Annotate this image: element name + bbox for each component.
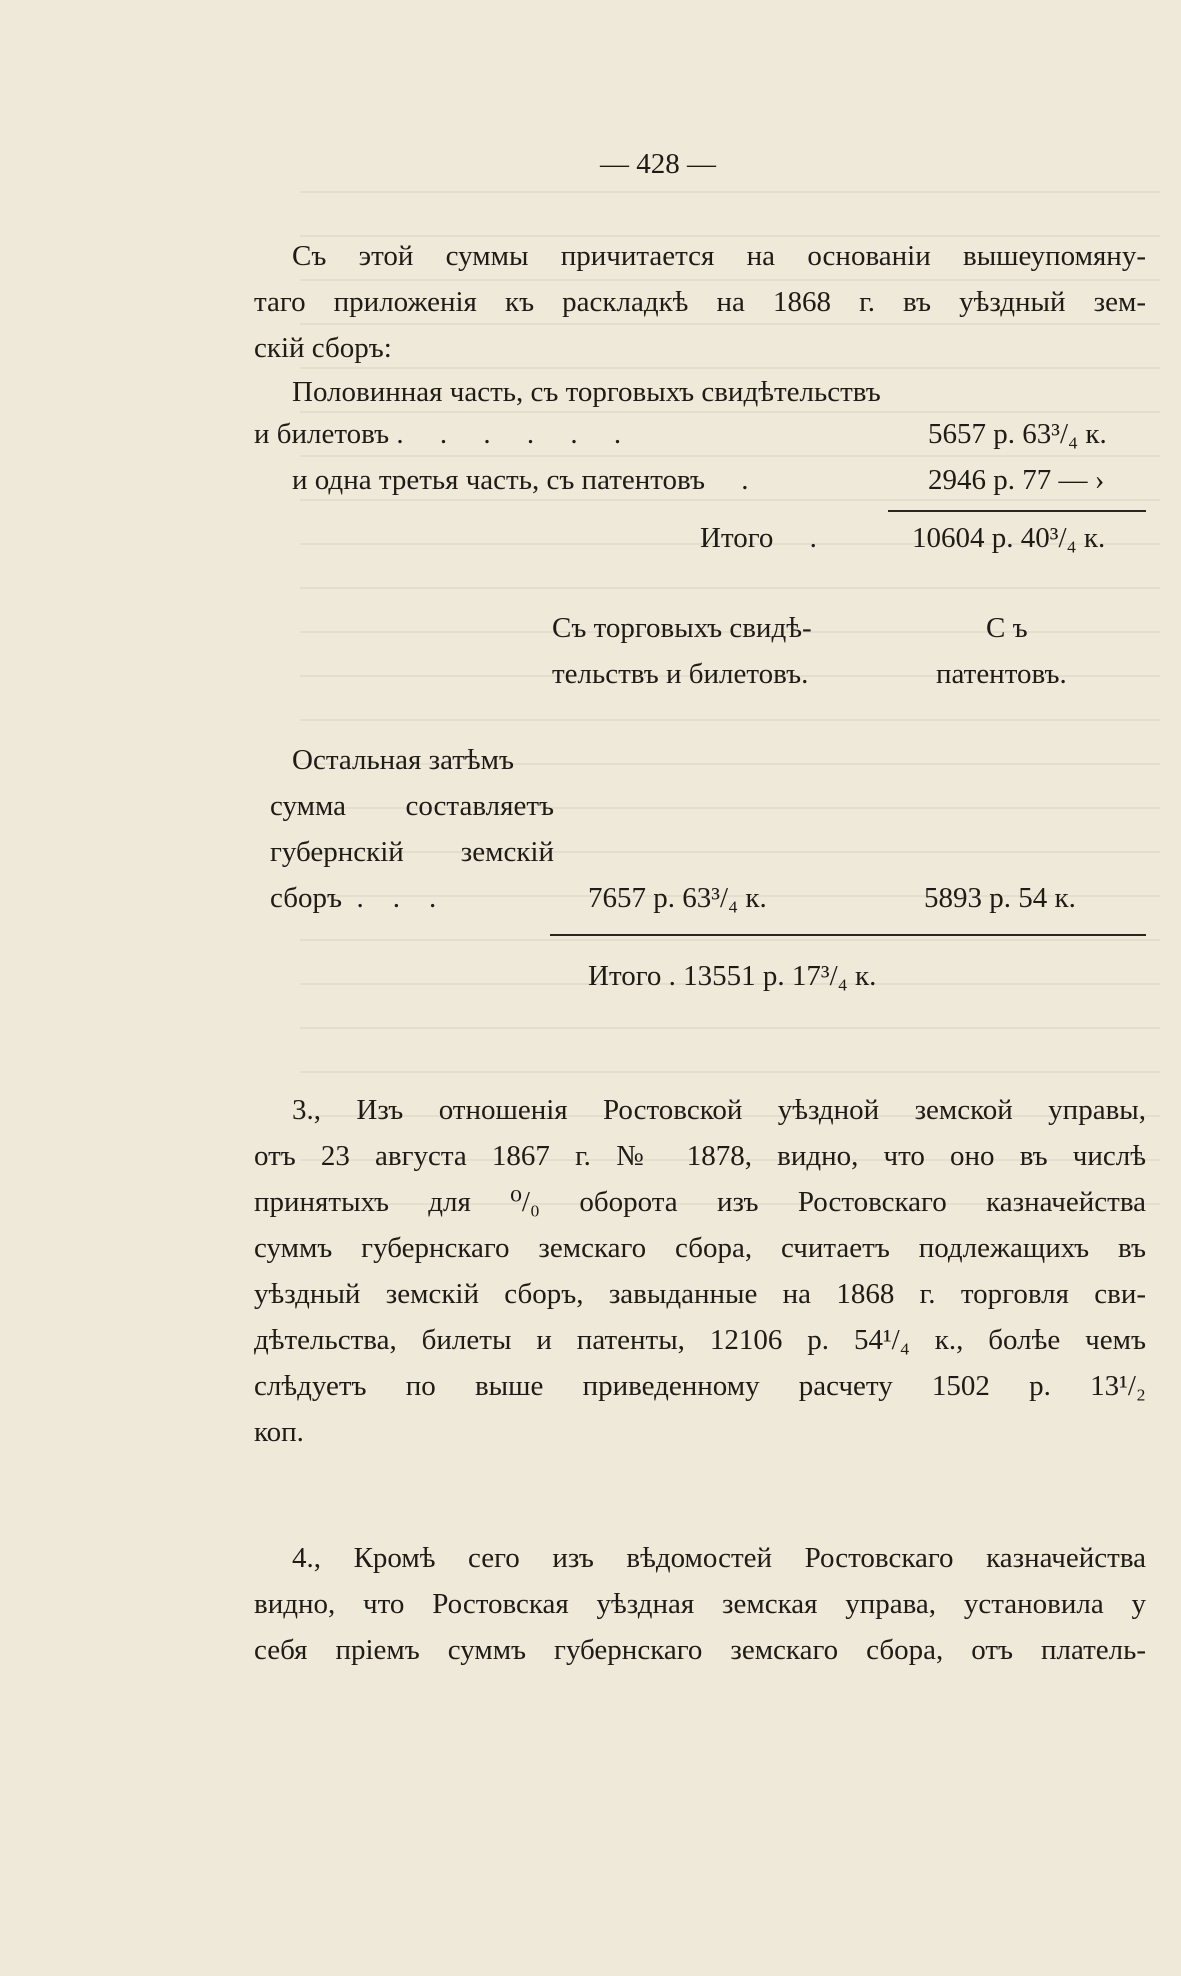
table-total: Итого . 13551 р. 17³/₄ к.: [588, 960, 877, 992]
col1-header-line-2: тельствъ и билетовъ.: [552, 658, 809, 690]
row-label-line-2: сумма составляетъ: [270, 790, 554, 822]
row-label-line-4: сборъ . . .: [270, 882, 437, 914]
calc-total-rule: [888, 510, 1146, 512]
row-label-line-1: Остальная затѣмъ: [292, 744, 514, 776]
third-value: 2946 р. 77 — ›: [928, 464, 1105, 496]
half-value: 5657 р. 63³/₄ к.: [928, 418, 1107, 450]
intro-line-1: Съ этой суммы причитается на основаніи вышеупомяну-: [292, 240, 1146, 272]
calc-total-label: Итого .: [700, 522, 817, 554]
half-label-line-1: Половинная часть, съ торговыхъ свидѣтельствъ: [292, 376, 881, 408]
intro-line-3: скій сборъ:: [254, 332, 392, 364]
col1-value: 7657 р. 63³/₄ к.: [588, 882, 767, 914]
col2-header-line-2: патентовъ.: [936, 658, 1067, 690]
col2-header-line-1: С ъ: [986, 612, 1028, 644]
para4-line-2: видно, что Ростовская уѣздная земская управа, установила у: [254, 1588, 1146, 1620]
intro-line-2: таго приложенія къ раскладкѣ на 1868 г. въ уѣздный зем-: [254, 286, 1146, 318]
row-label-line-3: губернскій земскій: [270, 836, 554, 868]
bleed-through-texture: [300, 185, 1160, 1205]
para3-line-6: дѣтельства, билеты и патенты, 12106 р. 54¹/₄ к., болѣе чемъ: [254, 1324, 1146, 1356]
table-total-rule: [550, 934, 1146, 936]
para4-line-1: 4., Кромѣ сего изъ вѣдомостей Ростовскаго казначейства: [292, 1542, 1146, 1574]
calc-total-value: 10604 р. 40³/₄ к.: [912, 522, 1106, 554]
para3-line-1: 3., Изъ отношенія Ростовской уѣздной земской управы,: [292, 1094, 1146, 1126]
col1-header-line-1: Съ торговыхъ свидѣ-: [552, 612, 812, 644]
para3-line-2: отъ 23 августа 1867 г. № 1878, видно, что оно въ числѣ: [254, 1140, 1146, 1172]
col2-value: 5893 р. 54 к.: [924, 882, 1076, 914]
para4-line-3: себя пріемъ суммъ губернскаго земскаго сбора, отъ платель-: [254, 1634, 1146, 1666]
half-label-line-2: и билетовъ . . . . . .: [254, 418, 622, 450]
third-label: и одна третья часть, съ патентовъ .: [292, 464, 749, 496]
para3-line-3: принятыхъ для ⁰/₀ оборота изъ Ростовскаго казначейства: [254, 1186, 1146, 1218]
para3-line-8: коп.: [254, 1416, 304, 1448]
para3-line-4: суммъ губернскаго земскаго сбора, считаетъ подлежащихъ въ: [254, 1232, 1146, 1264]
para3-line-5: уѣздный земскій сборъ, завыданные на 1868 г. торговля сви-: [254, 1278, 1146, 1310]
para3-line-7: слѣдуетъ по выше приведенному расчету 1502 р. 13¹/₂: [254, 1370, 1146, 1402]
page-number: — 428 —: [600, 148, 716, 180]
